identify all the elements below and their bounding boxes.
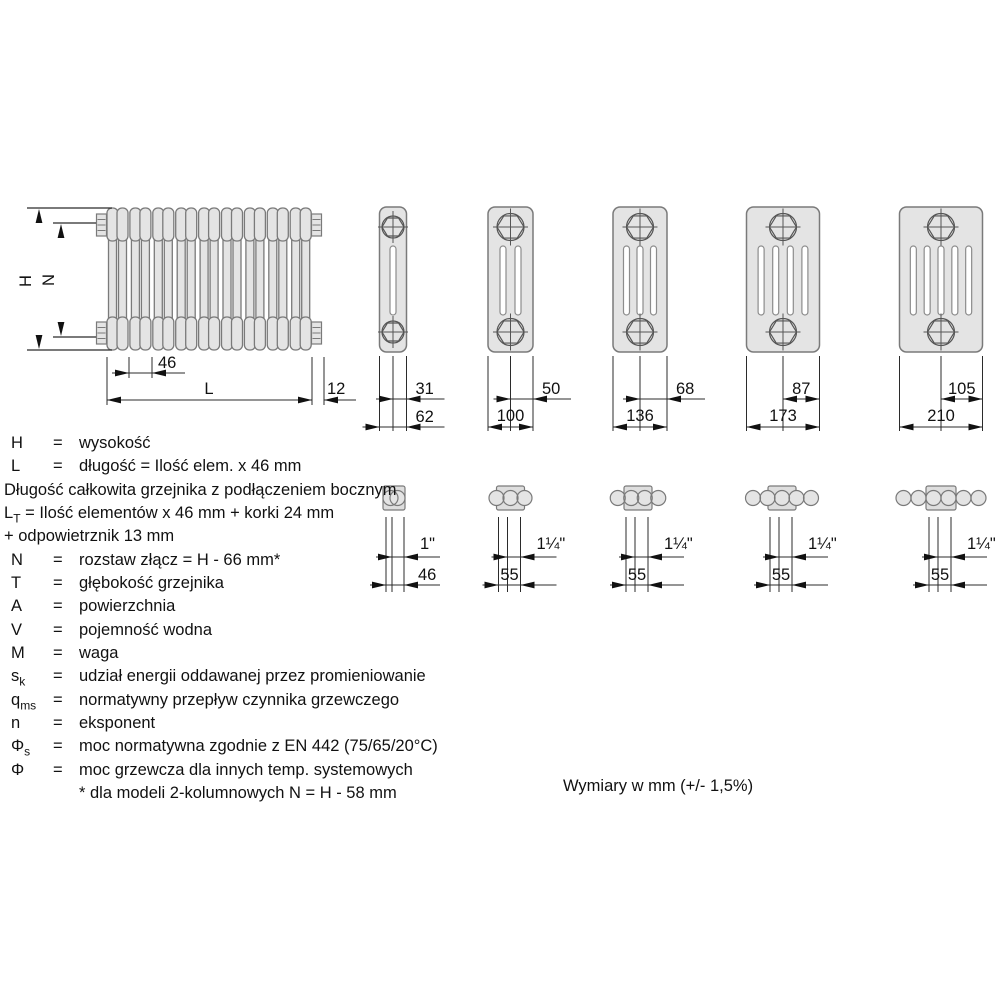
legend-row bbox=[0, 457, 580, 479]
legend-text-line bbox=[0, 481, 580, 503]
equals-sign: = bbox=[53, 691, 63, 709]
equals-sign: = bbox=[53, 737, 63, 755]
dim-label-pitch: 55 bbox=[627, 566, 647, 584]
dim-label-pitch: 55 bbox=[500, 566, 519, 584]
dimension-arrow bbox=[626, 396, 640, 403]
legend-definition: moc grzewcza dla innych temp. systemowych bbox=[79, 761, 413, 779]
legend-symbol: L bbox=[11, 457, 21, 475]
dim-label-pitch: 55 bbox=[930, 566, 950, 584]
section-slot bbox=[787, 246, 793, 315]
legend-symbol: A bbox=[11, 597, 23, 615]
legend-text: + odpowietrznik 13 mm bbox=[4, 527, 175, 545]
top-view-4col bbox=[610, 486, 693, 592]
dim-label-connection: 1" bbox=[420, 535, 436, 553]
legend-definition: pojemność wodna bbox=[79, 621, 212, 639]
legend-row bbox=[0, 714, 580, 736]
legend-symbol: N bbox=[11, 551, 23, 569]
dim-label-half-depth: 31 bbox=[415, 380, 434, 398]
dim-label-depth: 136 bbox=[626, 407, 654, 425]
dimension-arrow bbox=[613, 424, 627, 431]
legend-row bbox=[0, 691, 580, 713]
dimension-arrow bbox=[792, 554, 806, 561]
legend-row bbox=[0, 667, 580, 689]
equals-sign: = bbox=[53, 714, 63, 732]
equals-sign: = bbox=[53, 667, 63, 685]
legend-row bbox=[0, 737, 580, 759]
cross-section-5col bbox=[747, 207, 820, 431]
legend-text: Długość całkowita grzejnika z podłączeniem bocznym bbox=[4, 481, 397, 499]
legend-definition: waga bbox=[79, 644, 119, 662]
dim-label-pitch: 46 bbox=[418, 566, 437, 584]
cross-section-4col bbox=[613, 207, 705, 431]
legend-row bbox=[0, 434, 580, 456]
equals-sign: = bbox=[53, 621, 63, 639]
equals-sign: = bbox=[53, 574, 63, 592]
dim-label-extension: 12 bbox=[327, 380, 346, 398]
dim-label-connection: 1¼" bbox=[664, 535, 693, 553]
equals-sign: = bbox=[53, 761, 63, 779]
dim-label-pitch: 55 bbox=[771, 566, 791, 584]
legend-symbol: T bbox=[11, 574, 22, 592]
legend-symbol: $\Phi_s$ bbox=[11, 737, 31, 759]
legend-row bbox=[0, 644, 580, 666]
dimension-arrow bbox=[915, 582, 929, 589]
section-slot bbox=[624, 246, 630, 315]
legend-definition: wysokość bbox=[79, 434, 151, 452]
dim-label-element-width: 46 bbox=[158, 354, 177, 372]
dim-label-connection: 1¼" bbox=[808, 535, 837, 553]
section-slot bbox=[651, 246, 657, 315]
section-slot bbox=[910, 246, 916, 315]
equals-sign: = bbox=[53, 551, 63, 569]
legend-definition: długość = Ilość elem. x 46 mm bbox=[79, 457, 302, 475]
section-slot bbox=[637, 246, 643, 315]
dimension-arrow bbox=[648, 582, 662, 589]
dim-label-connection: 1¼" bbox=[536, 535, 566, 553]
legend-row bbox=[0, 574, 580, 596]
dimension-arrow bbox=[653, 424, 667, 431]
legend-symbol: M bbox=[11, 644, 25, 662]
legend-definition: powierzchnia bbox=[79, 597, 176, 615]
dim-label-height: H bbox=[17, 275, 35, 287]
legend-symbol: H bbox=[11, 434, 23, 452]
legend-definition: normatywny przepływ czynnika grzewczego bbox=[79, 691, 400, 709]
dimension-arrow bbox=[747, 424, 761, 431]
legend-definition: eksponent bbox=[79, 714, 156, 732]
dimension-arrow bbox=[900, 424, 914, 431]
legend-text: $L_T$ = Ilość elementów x 46 mm + korki 24 mm bbox=[4, 504, 335, 526]
dimension-arrow bbox=[648, 554, 662, 561]
legend-definition: rozstaw złącz = H - 66 mm* bbox=[79, 551, 281, 569]
section-slot bbox=[924, 246, 930, 315]
legend-footnote bbox=[0, 784, 580, 806]
section-slot bbox=[966, 246, 972, 315]
dim-label-depth: 173 bbox=[769, 407, 797, 425]
equals-sign: = bbox=[53, 644, 63, 662]
footnote-text: * dla modeli 2-kolumnowych N = H - 58 mm bbox=[79, 784, 397, 802]
legend-row bbox=[0, 761, 580, 783]
dim-label-pitch-n: N bbox=[40, 274, 58, 286]
dim-label-connection: 1¼" bbox=[967, 535, 996, 553]
legend-symbol: $s_k$ bbox=[11, 667, 26, 689]
dim-label-half-depth: 50 bbox=[542, 380, 561, 398]
dim-label-half-depth: 68 bbox=[676, 380, 695, 398]
section-slot bbox=[773, 246, 779, 315]
dim-label-length: L bbox=[204, 380, 214, 398]
legend-text-line bbox=[0, 527, 580, 549]
dim-label-half-depth: 105 bbox=[947, 380, 976, 398]
dimension-arrow bbox=[951, 554, 965, 561]
equals-sign: = bbox=[53, 457, 63, 475]
top-view-5col bbox=[746, 486, 837, 592]
legend-row bbox=[0, 551, 580, 573]
equals-sign: = bbox=[53, 434, 63, 452]
dim-label-depth: 100 bbox=[496, 407, 525, 425]
legend-row bbox=[0, 597, 580, 619]
dim-label-depth: 62 bbox=[415, 408, 434, 426]
section-slot bbox=[758, 246, 764, 315]
legend-symbol: Φ bbox=[11, 761, 25, 779]
dimension-arrow bbox=[612, 582, 626, 589]
dimension-arrow bbox=[792, 582, 806, 589]
section-slot bbox=[802, 246, 808, 315]
dimension-arrow bbox=[765, 554, 779, 561]
legend-row bbox=[0, 621, 580, 643]
dim-label-half-depth: 87 bbox=[792, 380, 811, 398]
cross-section-6col bbox=[900, 207, 983, 431]
equals-sign: = bbox=[53, 597, 63, 615]
section-slot bbox=[938, 246, 944, 315]
section-slot bbox=[952, 246, 958, 315]
legend-symbol: V bbox=[11, 621, 23, 639]
dimension-arrow bbox=[969, 424, 983, 431]
legend-text-line bbox=[0, 504, 580, 526]
dim-label-depth: 210 bbox=[927, 407, 955, 425]
dimension-arrow bbox=[621, 554, 635, 561]
top-view-6col bbox=[896, 486, 996, 592]
dimensions-note: Wymiary w mm (+/- 1,5%) bbox=[563, 777, 754, 795]
legend-definition: moc normatywna zgodnie z EN 442 (75/65/20°C) bbox=[79, 737, 438, 755]
legend-definition: udział energii oddawanej przez promieniowanie bbox=[79, 667, 426, 685]
dimension-arrow bbox=[756, 582, 770, 589]
dimension-arrow bbox=[924, 554, 938, 561]
dimension-arrow bbox=[806, 424, 820, 431]
legend-symbol: n bbox=[11, 714, 21, 732]
dimension-arrow bbox=[951, 582, 965, 589]
legend-symbol: $q_{ms}$ bbox=[11, 691, 37, 713]
legend-definition: głębokość grzejnika bbox=[79, 574, 224, 592]
